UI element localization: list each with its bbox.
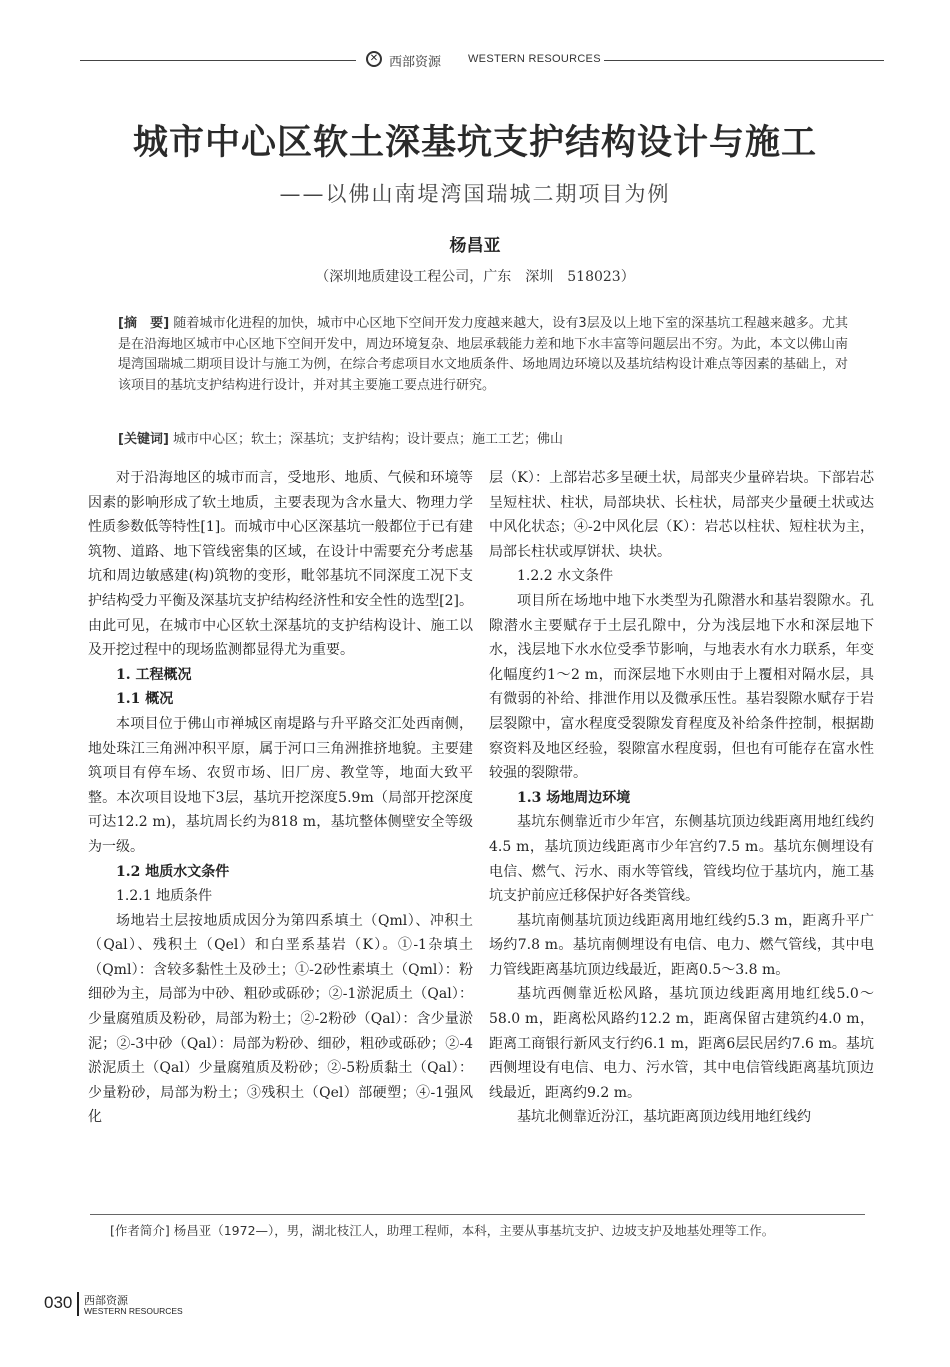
- body-column-left: [88, 466, 473, 1130]
- footnote-rule: [90, 1214, 865, 1215]
- section-heading-1-3: 1.3 场地周边环境: [517, 789, 631, 806]
- section-heading-1-1: 1.1 概况: [116, 691, 174, 708]
- hydrology-paragraph: 项目所在场地中地下水类型为孔隙潜水和基岩裂隙水。孔隙潜水主要赋存于土层孔隙中，分为浅层地下水和深层地下水，浅层地下水水位受季节影响，与地表水有水力联系，年变化幅度约1～2 m，而深层地下水则由于上覆相对隔水层，具有微弱的补给、排泄作用以及微承压性。基岩裂隙水赋存于岩层裂隙中，富水程度受裂隙发育程度及补给条件控制，根据勘察资料及地区经验，裂隙富水程度弱，但也有可能存在富水性较强的裂隙带。: [489, 592, 874, 782]
- body-column-right: [489, 466, 874, 1130]
- footer-journal-en: WESTERN RESOURCES: [84, 1306, 183, 1316]
- header-rule-right: [604, 60, 884, 61]
- header-journal-en: WESTERN RESOURCES: [468, 53, 601, 65]
- footer-divider: [77, 1292, 79, 1316]
- author-footnote: [作者简介] 杨昌亚（1972—），男，湖北枝江人，助理工程师，本科，主要从事基坑支护、边坡支护及地基处理等工作。: [110, 1223, 775, 1238]
- section-heading-1: 1. 工程概况: [116, 666, 192, 683]
- header-rule-left: [80, 60, 356, 61]
- keywords-text: 城市中心区；软土；深基坑；支护结构；设计要点；施工工艺；佛山: [173, 432, 564, 447]
- intro-paragraph: 对于沿海地区的城市而言，受地形、地质、气候和环境等因素的影响形成了软土地质，主要表现为含水量大、物理力学性质参数低等特性[1]。而城市中心区深基坑一般都位于已有建筑物、道路、地下管线密集的区域，在设计中需要充分考虑基坑和周边敏感建(构)筑物的变形，毗邻基坑不同深度工况下支护结构受力平衡及深基坑支护结构经济性和安全性的选型[2]。由此可见，在城市中心区软土深基坑的支护结构设计、施工以及开挖过程中的现场监测都显得尤为重要。: [88, 470, 473, 659]
- west-side-paragraph: 基坑西侧靠近松风路，基坑顶边线距离用地红线5.0～58.0 m，距离松风路约12.2 m，距离保留古建筑约4.0 m，距离工商银行新风支行约6.1 m，距离6层民居约7.6 m。基坑西侧埋设有电信、电力、污水管，其中电信管线距离基坑顶边线最近，距离约9.2 m。: [489, 986, 874, 1101]
- keywords-label: [关键词]: [118, 432, 169, 447]
- article-author: 杨昌亚: [449, 236, 501, 256]
- article-subtitle: ——以佛山南堤湾国瑞城二期项目为例: [279, 182, 671, 206]
- east-side-paragraph: 基坑东侧靠近市少年宫，东侧基坑顶边线距离用地红线约4.5 m，基坑顶边线距离市少年宫约7.5 m。基坑东侧埋设有电信、燃气、污水、雨水等管线，管线均位于基坑内，施工基坑支护前应迁移保护好各类管线。: [489, 814, 874, 905]
- south-side-paragraph: 基坑南侧基坑顶边线距离用地红线约5.3 m，距离升平广场约7.8 m。基坑南侧埋设有电信、电力、燃气管线，其中电力管线距离基坑顶边线最近，距离0.5～3.8 m。: [489, 912, 874, 978]
- geology-paragraph: 场地岩土层按地质成因分为第四系填土（Qml）、冲积土（Qal）、残积土（Qel）和白垩系基岩（K）。①-1杂填土（Qml）：含较多黏性土及砂土；①-2砂性素填土（Qml）：粉细砂为主，局部为中砂、粗砂或砾砂；②-1淤泥质土（Qal）：少量腐殖质及粉砂，局部为粉土；②-2粉砂（Qal）：含少量淤泥；②-3中砂（Qal）：局部为粉砂、细砂，粗砂或砾砂；②-4淤泥质土（Qal）少量腐殖质及粉砂；②-5粉质黏土（Qal）：少量粉砂，局部为粉土；③残积土（Qel）部硬塑；④-1强风化: [88, 912, 473, 1126]
- abstract-label: [摘 要]: [118, 316, 170, 331]
- header-journal-cn: 西部资源: [389, 55, 442, 70]
- article-title: 城市中心区软土深基坑支护结构设计与施工: [132, 122, 817, 163]
- section-heading-1-2: 1.2 地质水文条件: [116, 863, 230, 880]
- section-heading-1-2-2: 1.2.2 水文条件: [517, 568, 614, 585]
- keywords-block: [118, 428, 848, 447]
- geology-paragraph-continued: 层（K）：上部岩芯多呈硬土状，局部夹少量碎岩块。下部岩芯呈短柱状、柱状，局部块状、长柱状，局部夹少量硬土状或达中风化状态；④-2中风化层（K）：岩芯以柱状、短柱状为主，局部长柱状或厚饼状、块状。: [489, 470, 874, 560]
- north-side-paragraph: 基坑北侧靠近汾江，基坑距离顶边线用地红线约: [517, 1109, 811, 1126]
- abstract-text: 随着城市化进程的加快，城市中心区地下空间开发力度越来越大，设有3层及以上地下室的深基坑工程越来越多。尤其是在沿海地区城市中心区地下空间开发中，周边环境复杂、地层承载能力差和地下水丰富等问题层出不穷。为此，本文以佛山南堤湾国瑞城二期项目设计与施工为例，在综合考虑项目水文地质条件、场地周边环境以及基坑结构设计难点等因素的基础上，对该项目的基坑支护结构进行设计，并对其主要施工要点进行研究。: [118, 316, 848, 393]
- article-affiliation: （深圳地质建设工程公司，广东 深圳 518023）: [315, 269, 635, 285]
- journal-logo-icon: ✕: [366, 51, 382, 67]
- section-heading-1-2-1: 1.2.1 地质条件: [116, 888, 213, 905]
- footer-journal-cn: 西部资源: [84, 1294, 128, 1307]
- abstract-block: [118, 314, 848, 396]
- page-number: 030: [44, 1293, 73, 1312]
- overview-paragraph: 本项目位于佛山市禅城区南堤路与升平路交汇处西南侧，地处珠江三角洲冲积平原，属于河口三角洲推挤地貌。主要建筑项目有停车场、农贸市场、旧厂房、教堂等，地面大致平整。本次项目设地下3层，基坑开挖深度5.9m（局部开挖深度可达12.2 m)，基坑周长约为818 m，基坑整体侧壁安全等级为一级。: [88, 715, 473, 855]
